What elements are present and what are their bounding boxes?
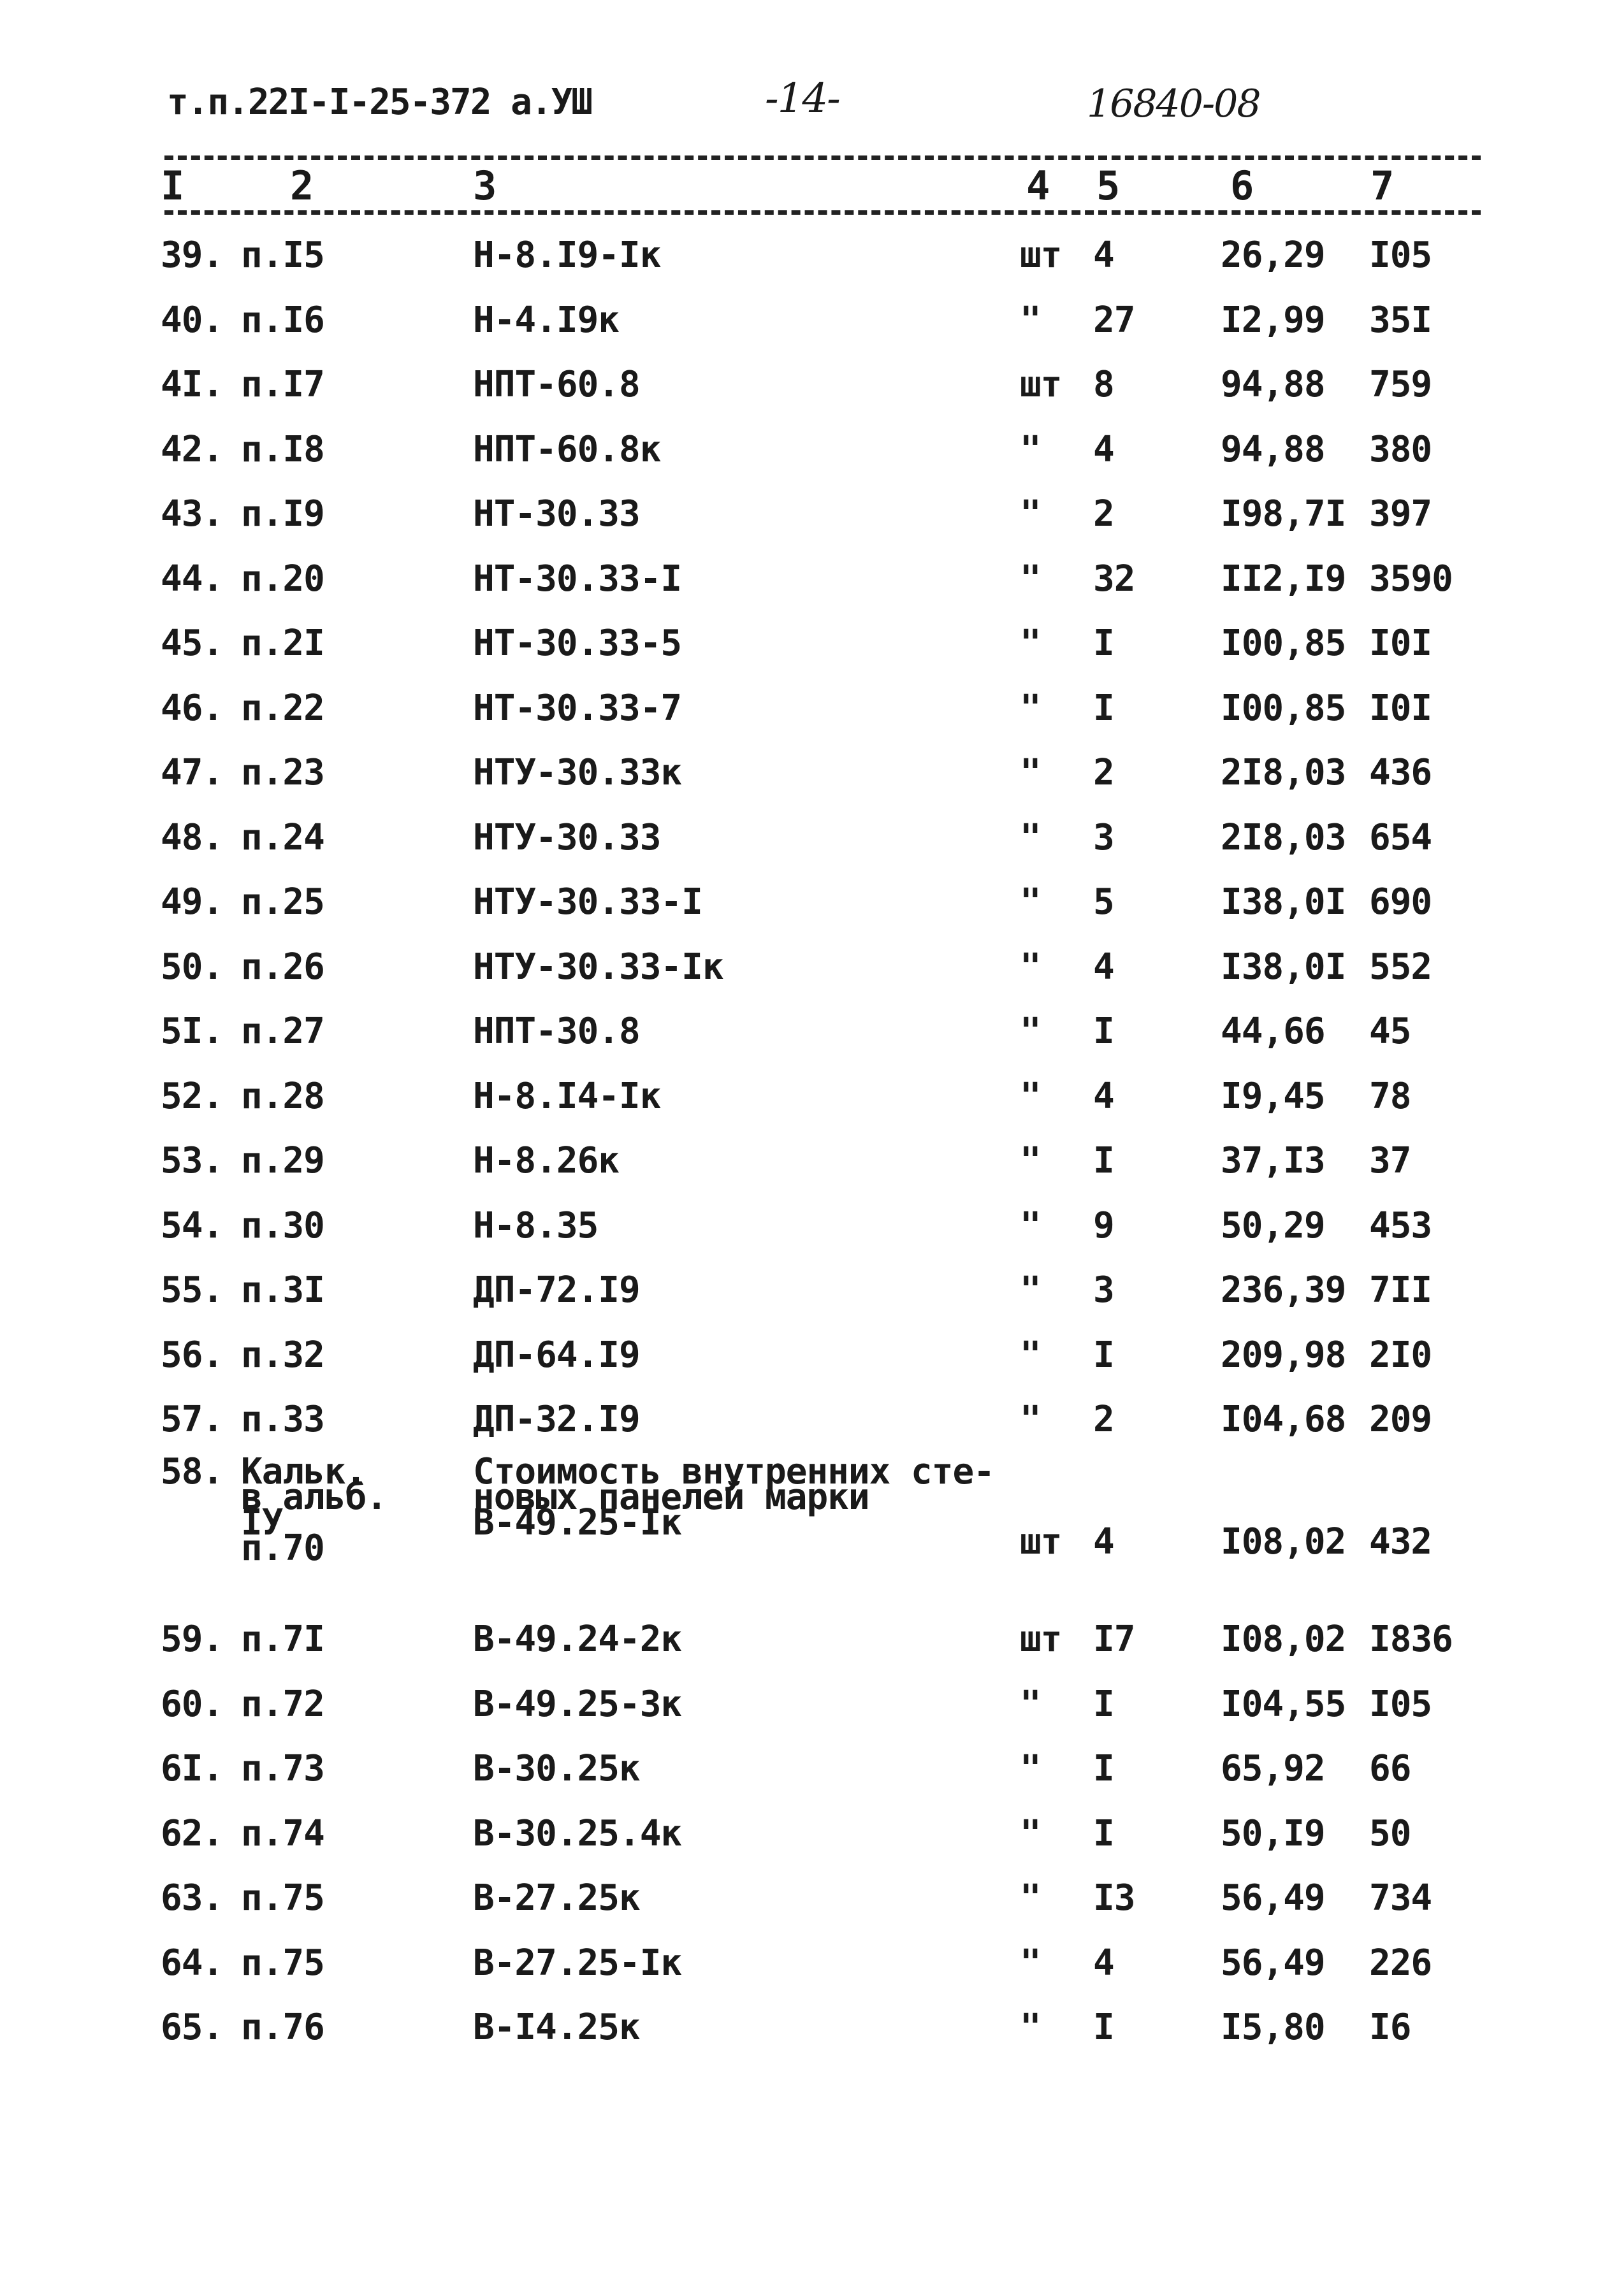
row-reference: п.33 (241, 1399, 324, 1440)
table-row (0, 558, 1619, 622)
table-row (0, 817, 1619, 881)
row-reference: п.75 (241, 1877, 324, 1919)
row-unit-price: I00,85 (1221, 687, 1346, 729)
row-description: НПТ-60.8 (473, 364, 640, 405)
row-unit: " (1020, 1140, 1041, 1181)
row-number: 42. (161, 428, 224, 470)
row-quantity: 32 (1093, 558, 1135, 600)
row-unit-price: 65,92 (1221, 1748, 1325, 1789)
row-number: 48. (161, 816, 224, 858)
page-number: -14- (765, 75, 839, 122)
row-unit-price: I38,0I (1221, 881, 1346, 923)
row-number: 59. (161, 1619, 224, 1660)
row-quantity: I (1093, 2007, 1114, 2048)
row-unit-price: 56,49 (1221, 1877, 1325, 1919)
row-quantity: I (1093, 1683, 1114, 1725)
row-unit: " (1020, 623, 1041, 664)
row-quantity: I (1093, 1748, 1114, 1789)
table-row (0, 1140, 1619, 1204)
column-header-1: I (161, 162, 185, 209)
table-row (0, 623, 1619, 686)
row-total: 7II (1369, 1269, 1432, 1311)
row-description: ДП-32.I9 (473, 1399, 640, 1440)
row-unit-price: 2I8,03 (1221, 816, 1346, 858)
row-reference: п.23 (241, 752, 324, 793)
table-row (0, 1076, 1619, 1139)
row-quantity: 4 (1093, 946, 1114, 988)
row-unit: " (1020, 2007, 1041, 2048)
row-reference: п.I7 (241, 364, 324, 405)
row-description: НТ-30.33-5 (473, 623, 682, 664)
row-quantity: I (1093, 623, 1114, 664)
row-number: 45. (161, 623, 224, 664)
row-description: В-30.25.4к (473, 1812, 682, 1854)
table-row (0, 1619, 1619, 1682)
row-description: Н-8.35 (473, 1204, 599, 1246)
row-reference: Кальк. в альб. IУ п.70 (241, 1451, 388, 1569)
row-quantity: 4 (1093, 1942, 1114, 1984)
table-row (0, 881, 1619, 945)
table-row (0, 1269, 1619, 1333)
row-number: 65. (161, 2007, 224, 2048)
row-unit: " (1020, 687, 1041, 729)
row-quantity: 4 (1093, 235, 1114, 276)
row-unit: " (1020, 1877, 1041, 1919)
column-header-3: 3 (473, 162, 497, 209)
row-total: 50 (1369, 1812, 1411, 1854)
row-quantity: 4 (1093, 428, 1114, 470)
row-unit-price: 94,88 (1221, 364, 1325, 405)
row-total: 397 (1369, 493, 1432, 535)
row-description: В-30.25к (473, 1748, 640, 1789)
table-row (0, 1684, 1619, 1747)
row-quantity: 5 (1093, 881, 1114, 923)
table-row (0, 493, 1619, 557)
row-reference: п.3I (241, 1269, 324, 1311)
row-quantity: I3 (1093, 1877, 1135, 1919)
row-reference: п.30 (241, 1204, 324, 1246)
row-number: 60. (161, 1683, 224, 1725)
table-row (0, 300, 1619, 363)
row-number: 46. (161, 687, 224, 729)
row-unit: " (1020, 816, 1041, 858)
row-number: 55. (161, 1269, 224, 1311)
row-total: I05 (1369, 235, 1432, 276)
row-unit: " (1020, 1683, 1041, 1725)
row-description: ДП-72.I9 (473, 1269, 640, 1311)
row-total: 734 (1369, 1877, 1432, 1919)
row-description: НТ-30.33-I (473, 558, 682, 600)
table-row (0, 752, 1619, 816)
row-unit: " (1020, 1812, 1041, 1854)
row-reference: п.7I (241, 1619, 324, 1660)
row-unit-price: II2,I9 (1221, 558, 1346, 600)
row-description: Стоимость внутренних сте- новых панелей марки В-49.25-Iк (473, 1451, 994, 1543)
document-code: 16840-08 (1087, 82, 1260, 126)
row-total: 3590 (1369, 558, 1453, 600)
row-quantity: 9 (1093, 1204, 1114, 1246)
row-number: 49. (161, 881, 224, 923)
row-total: 35I (1369, 299, 1432, 341)
row-total: 654 (1369, 816, 1432, 858)
row-description: НТУ-30.33к (473, 752, 682, 793)
row-unit-price: 236,39 (1221, 1269, 1346, 1311)
table-row (0, 1942, 1619, 2006)
row-number: 43. (161, 493, 224, 535)
row-number: 5I. (161, 1011, 224, 1052)
row-description: НПТ-60.8к (473, 428, 661, 470)
row-unit-price: 2I8,03 (1221, 752, 1346, 793)
row-total: 45 (1369, 1011, 1411, 1052)
column-header-5: 5 (1096, 162, 1121, 209)
row-total: 226 (1369, 1942, 1432, 1984)
row-reference: п.27 (241, 1011, 324, 1052)
table-row (0, 1813, 1619, 1877)
row-unit: " (1020, 1269, 1041, 1311)
row-reference: п.2I (241, 623, 324, 664)
row-description: НТУ-30.33-I (473, 881, 702, 923)
row-quantity: 3 (1093, 816, 1114, 858)
header-divider-bottom (164, 210, 1481, 215)
row-description: Н-8.I9-Iк (473, 235, 661, 276)
row-unit-price: 56,49 (1221, 1942, 1325, 1984)
row-description: ДП-64.I9 (473, 1334, 640, 1376)
row-unit: " (1020, 752, 1041, 793)
row-unit-price: I04,68 (1221, 1399, 1346, 1440)
row-number: 54. (161, 1204, 224, 1246)
row-number: 58. (161, 1451, 224, 1492)
table-row (0, 1334, 1619, 1398)
row-description: Н-4.I9к (473, 299, 620, 341)
row-total: I6 (1369, 2007, 1411, 2048)
row-unit: " (1020, 1399, 1041, 1440)
table-row (0, 946, 1619, 1010)
row-number: 47. (161, 752, 224, 793)
column-header-2: 2 (290, 162, 314, 209)
row-total: 380 (1369, 428, 1432, 470)
row-unit-price: I98,7I (1221, 493, 1346, 535)
row-unit: " (1020, 881, 1041, 923)
row-unit: шт (1020, 364, 1062, 405)
row-description: В-27.25-Iк (473, 1942, 682, 1984)
row-reference: п.I9 (241, 493, 324, 535)
table-row (0, 364, 1619, 428)
row-unit-price: 94,88 (1221, 428, 1325, 470)
table-row (0, 688, 1619, 751)
row-total: I836 (1369, 1619, 1453, 1660)
row-unit-price: 209,98 (1221, 1334, 1346, 1376)
row-description: Н-8.I4-Iк (473, 1075, 661, 1117)
row-description: НТ-30.33-7 (473, 687, 682, 729)
row-quantity: I (1093, 687, 1114, 729)
row-description: НТ-30.33 (473, 493, 640, 535)
row-unit: " (1020, 1748, 1041, 1789)
row-unit-price: 26,29 (1221, 235, 1325, 276)
row-quantity: 4 (1093, 1521, 1114, 1563)
row-total: 78 (1369, 1075, 1411, 1117)
row-unit-price: I5,80 (1221, 2007, 1325, 2048)
row-quantity: I (1093, 1812, 1114, 1854)
row-total: 66 (1369, 1748, 1411, 1789)
row-description: НТУ-30.33 (473, 816, 661, 858)
row-unit: шт (1020, 1521, 1062, 1563)
row-number: 62. (161, 1812, 224, 1854)
row-reference: п.74 (241, 1812, 324, 1854)
row-number: 44. (161, 558, 224, 600)
row-description: В-27.25к (473, 1877, 640, 1919)
row-total: I05 (1369, 1683, 1432, 1725)
row-unit: шт (1020, 1619, 1062, 1660)
table-row (0, 1748, 1619, 1812)
row-number: 50. (161, 946, 224, 988)
row-unit-price: 44,66 (1221, 1011, 1325, 1052)
row-unit-price: I04,55 (1221, 1683, 1346, 1725)
row-number: 63. (161, 1877, 224, 1919)
row-reference: п.22 (241, 687, 324, 729)
row-reference: п.24 (241, 816, 324, 858)
row-total: 2I0 (1369, 1334, 1432, 1376)
row-total: I0I (1369, 623, 1432, 664)
table-row (0, 1205, 1619, 1269)
row-reference: п.28 (241, 1075, 324, 1117)
row-unit: шт (1020, 235, 1062, 276)
row-unit: " (1020, 558, 1041, 600)
row-unit: " (1020, 1334, 1041, 1376)
row-unit-price: 50,I9 (1221, 1812, 1325, 1854)
row-description: В-I4.25к (473, 2007, 640, 2048)
row-quantity: I (1093, 1334, 1114, 1376)
row-number: 53. (161, 1140, 224, 1181)
row-quantity: I (1093, 1140, 1114, 1181)
table-row (0, 429, 1619, 493)
row-unit-price: I9,45 (1221, 1075, 1325, 1117)
row-reference: п.20 (241, 558, 324, 600)
row-description: В-49.24-2к (473, 1619, 682, 1660)
row-reference: п.I8 (241, 428, 324, 470)
row-quantity: I7 (1093, 1619, 1135, 1660)
row-total: 37 (1369, 1140, 1411, 1181)
row-quantity: I (1093, 1011, 1114, 1052)
row-number: 57. (161, 1399, 224, 1440)
row-total: 453 (1369, 1204, 1432, 1246)
row-number: 64. (161, 1942, 224, 1984)
row-reference: п.I6 (241, 299, 324, 341)
row-number: 40. (161, 299, 224, 341)
column-header-4: 4 (1026, 162, 1050, 209)
row-unit: " (1020, 1204, 1041, 1246)
row-unit: " (1020, 299, 1041, 341)
row-unit-price: I38,0I (1221, 946, 1346, 988)
table-row (0, 1011, 1619, 1074)
row-description: В-49.25-3к (473, 1683, 682, 1725)
row-unit: " (1020, 428, 1041, 470)
row-reference: п.25 (241, 881, 324, 923)
document-reference: т.п.22I-I-25-372 а.УШ (167, 82, 592, 123)
row-number: 39. (161, 235, 224, 276)
row-unit-price: I00,85 (1221, 623, 1346, 664)
row-number: 56. (161, 1334, 224, 1376)
row-unit: " (1020, 1011, 1041, 1052)
header-divider-top (164, 155, 1481, 160)
row-reference: п.76 (241, 2007, 324, 2048)
row-reference: п.26 (241, 946, 324, 988)
row-reference: п.29 (241, 1140, 324, 1181)
row-total: 552 (1369, 946, 1432, 988)
row-reference: п.32 (241, 1334, 324, 1376)
table-row (0, 1877, 1619, 1941)
row-unit: " (1020, 493, 1041, 535)
row-reference: п.72 (241, 1683, 324, 1725)
row-total: 209 (1369, 1399, 1432, 1440)
row-reference: п.73 (241, 1748, 324, 1789)
row-unit: " (1020, 1075, 1041, 1117)
table-row (0, 235, 1619, 298)
row-quantity: 4 (1093, 1075, 1114, 1117)
row-number: 6I. (161, 1748, 224, 1789)
row-unit-price: 37,I3 (1221, 1140, 1325, 1181)
row-total: I0I (1369, 687, 1432, 729)
row-quantity: 8 (1093, 364, 1114, 405)
row-total: 690 (1369, 881, 1432, 923)
row-unit: " (1020, 946, 1041, 988)
row-description: НПТ-30.8 (473, 1011, 640, 1052)
column-header-7: 7 (1370, 162, 1395, 209)
row-total: 759 (1369, 364, 1432, 405)
row-unit-price: I08,02 (1221, 1619, 1346, 1660)
column-header-6: 6 (1230, 162, 1254, 209)
row-quantity: 2 (1093, 752, 1114, 793)
row-number: 4I. (161, 364, 224, 405)
row-quantity: 27 (1093, 299, 1135, 341)
row-total: 436 (1369, 752, 1432, 793)
row-number: 52. (161, 1075, 224, 1117)
row-reference: п.I5 (241, 235, 324, 276)
row-reference: п.75 (241, 1942, 324, 1984)
row-quantity: 2 (1093, 493, 1114, 535)
row-total: 432 (1369, 1521, 1432, 1563)
row-description: Н-8.26к (473, 1140, 620, 1181)
row-unit: " (1020, 1942, 1041, 1984)
row-description: НТУ-30.33-Iк (473, 946, 723, 988)
table-row (0, 2007, 1619, 2070)
row-quantity: 3 (1093, 1269, 1114, 1311)
row-quantity: 2 (1093, 1399, 1114, 1440)
row-unit-price: I08,02 (1221, 1521, 1346, 1563)
row-unit-price: 50,29 (1221, 1204, 1325, 1246)
row-unit-price: I2,99 (1221, 299, 1325, 341)
